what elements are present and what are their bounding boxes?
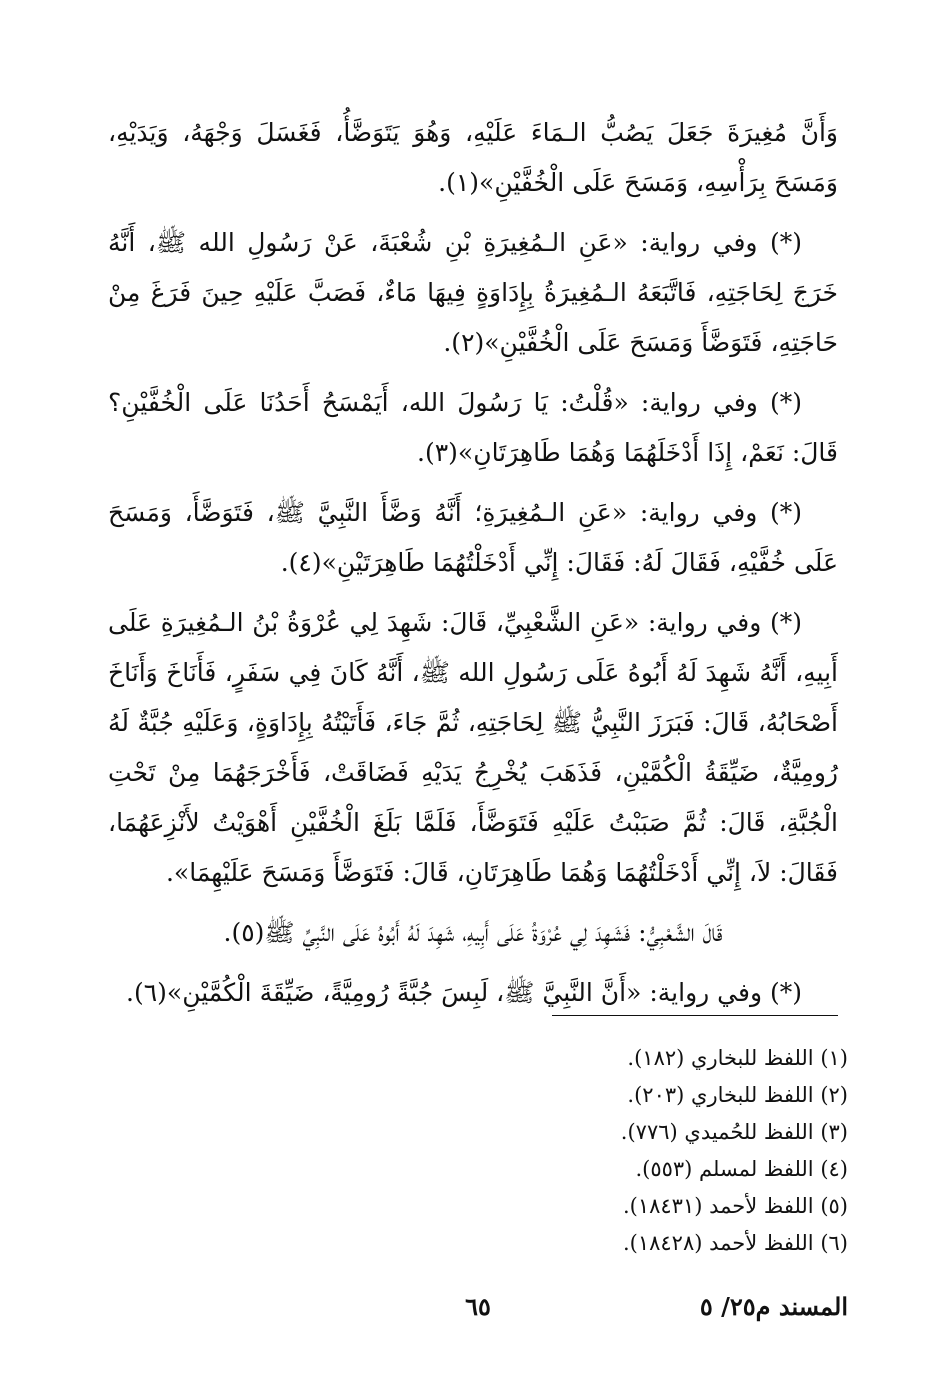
main-text <box>108 108 838 1018</box>
print-signature: المسند م٢٥/ ٥ <box>699 1292 848 1321</box>
footnote-6: (٦) اللفظ لأحمد (١٨٤٢٨). <box>622 1231 848 1255</box>
paragraph-continuation: وَأَنَّ مُغِيرَةَ جَعَلَ يَصُبُّ الـمَاءَ عَلَيْهِ، وَهُوَ يَتَوَضَّأُ، فَغَسَلَ وَجْهَهُ، وَيَدَيْهِ، وَمَسَحَ بِرَأْسِهِ، وَمَسَحَ عَلَى الْخُفَّيْنِ»(١). <box>108 118 838 197</box>
paragraph-shabi-comment: قَالَ الشَّعْبِيُّ: فَشَهِدَ لِي عُرْوَةُ عَلَى أَبِيهِ، شَهِدَ لَهُ أَبُوهُ عَلَى النَّبِيِّ ﷺ(٥). <box>223 918 723 947</box>
footnotes-list <box>108 1040 848 1262</box>
paragraph-narration-2: (*) وفي رواية: «عَنِ الـمُغِيرَةِ بْنِ شُعْبَةَ، عَنْ رَسُولِ الله ﷺ، أَنَّهُ خَرَجَ لِحَاجَتِهِ، فَاتَّبَعَهُ الـمُغِيرَةُ بِإِدَاوَةٍ فِيهَا مَاءٌ، فَصَبَّ عَلَيْهِ حِينَ فَرَغَ مِنْ حَاجَتِهِ، فَتَوَضَّأَ وَمَسَحَ عَلَى الْخُفَّيْنِ»(٢). <box>108 228 838 357</box>
page-footer <box>108 1292 848 1332</box>
paragraph-narration-5: (*) وفي رواية: «عَنِ الشَّعْبِيِّ، قَالَ: شَهِدَ لِي عُرْوَةُ بْنُ الـمُغِيرَةِ عَلَى أَبِيهِ، أَنَّهُ شَهِدَ لَهُ أَبُوهُ عَلَى رَسُولِ الله ﷺ، أَنَّهُ كَانَ فِي سَفَرٍ، فَأَنَاخَ وَأَنَاخَ أَصْحَابُهُ، قَالَ: فَبَرَزَ النَّبِيُّ ﷺ لِحَاجَتِهِ، ثُمَّ جَاءَ، فَأَتَيْتُهُ بِإِدَاوَةٍ، وَعَلَيْهِ جُبَّةٌ لَهُ رُومِيَّةٌ، ضَيِّقَةُ الْكُمَّيْنِ، فَذَهَبَ يُخْرِجُ يَدَيْهِ فَضَاقَتْ، فَأَخْرَجَهُمَا مِنْ تَحْتِ الْجُبَّةِ، قَالَ: ثُمَّ صَبَبْتُ عَلَيْهِ فَتَوَضَّأَ، فَلَمَّا بَلَغَ الْخُفَّيْنِ أَهْوَيْتُ لأَنْزِعَهُمَا، فَقَالَ: لاَ، إِنِّي أَدْخَلْتُهُمَا وَهُمَا طَاهِرَتَانِ، قَالَ: فَتَوَضَّأَ وَمَسَحَ عَلَيْهِمَا». <box>108 608 838 887</box>
footnote-separator <box>552 1015 838 1016</box>
footnote-2: (٢) اللفظ للبخاري (٢٠٣). <box>627 1083 848 1107</box>
page-number: ٦٥ <box>465 1292 491 1321</box>
paragraph-narration-4: (*) وفي رواية: «عَنِ الـمُغِيرَةِ؛ أَنَّهُ وَضَّأَ النَّبِيَّ ﷺ، فَتَوَضَّأَ، وَمَسَحَ عَلَى خُفَّيْهِ، فَقَالَ لَهُ: فَقَالَ: إِنِّي أَدْخَلْتُهُمَا طَاهِرَتَيْنِ»(٤). <box>108 498 838 577</box>
paragraph-narration-6: (*) وفي رواية: «أَنَّ النَّبِيَّ ﷺ، لَبِسَ جُبَّةً رُومِيَّةً، ضَيِّقَةَ الْكُمَّيْنِ»(٦). <box>126 978 802 1007</box>
footnote-1: (١) اللفظ للبخاري (١٨٢). <box>627 1046 848 1070</box>
paragraph-narration-3: (*) وفي رواية: «قُلْتُ: يَا رَسُولَ الله، أَيَمْسَحُ أَحَدُنَا عَلَى الْخُفَّيْنِ؟ قَالَ: نَعَمْ، إِذَا أَدْخَلَهُمَا وَهُمَا طَاهِرَتَانِ»(٣). <box>108 388 838 467</box>
footnote-3: (٣) اللفظ للحُميدي (٧٧٦). <box>620 1120 848 1144</box>
footnote-4: (٤) اللفظ لمسلم (٥٥٣). <box>635 1157 848 1181</box>
footnote-5: (٥) اللفظ لأحمد (١٨٤٣١). <box>622 1194 848 1218</box>
